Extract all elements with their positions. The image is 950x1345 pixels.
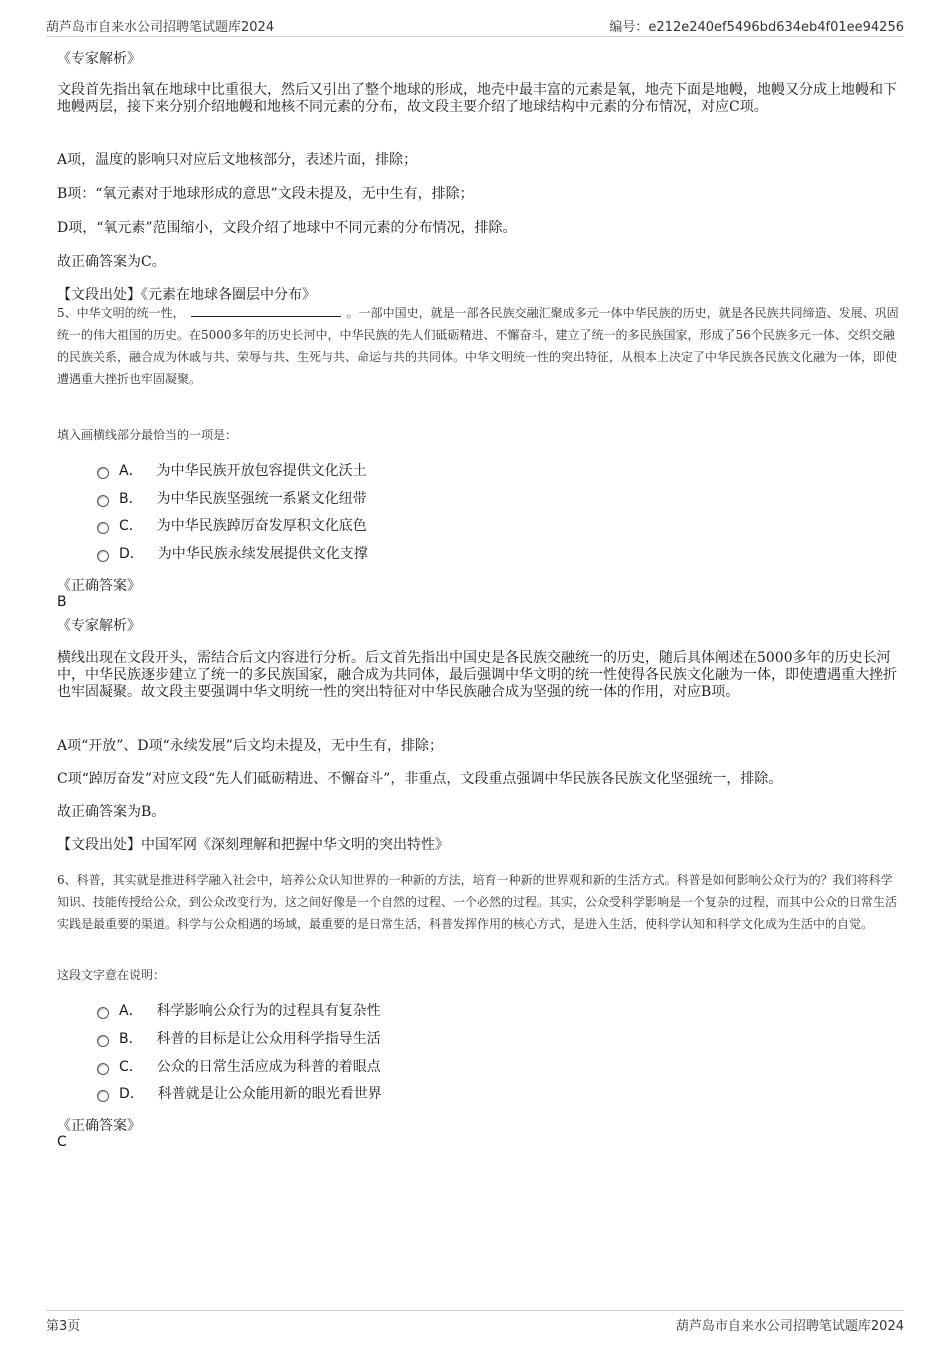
q6-option-d[interactable]: D． 科普就是让公众能用新的眼光看世界 bbox=[97, 1084, 382, 1104]
radio-icon[interactable] bbox=[97, 522, 109, 534]
q4-option-b-note: B项：“氧元素对于地球形成的意思”文段未提及，无中生有，排除； bbox=[57, 186, 474, 202]
document-code: 编号：e212e240ef5496bd634eb4f01ee94256 bbox=[609, 20, 904, 35]
radio-icon[interactable] bbox=[97, 550, 109, 562]
q5-stem-rest: 。一部中国史，就是一部各民族交融汇聚成多元一体中华民族的历史，就是各民族共同缔造、发展、巩固统一的伟大祖国的历史。在5000多年的历史长河中，中华民族的先人们砥砺精进、不懈奋斗，建立了统一的多民族国家，形成了56个民族多元一体、交织交融的民族关系，融合成为休戚与共、荣辱与共、生死与共、命运与共的共同体。中华文明统一性的突出特征，从根本上决定了中华民族各民族文化融为一体，即使遭遇重大挫折也牢固凝聚。 bbox=[57, 306, 899, 386]
q5-option-c[interactable]: C． 为中华民族踔厉奋发厚积文化底色 bbox=[97, 516, 367, 536]
radio-icon[interactable] bbox=[97, 1007, 109, 1019]
q4-analysis: 文段首先指出氧在地球中比重很大，然后又引出了整个地球的形成，地壳中最丰富的元素是氧，地壳下面是地幔，地幔又分成上地幔和下地幔两层，接下来分别介绍地幔和地核不同元素的分布，故文段主要介绍了地球结构中元素的分布情况，对应C项。 bbox=[57, 82, 897, 115]
q4-conclusion: 故正确答案为C。 bbox=[57, 254, 166, 270]
q5-source: 【文段出处】中国军网《深刻理解和把握中华文明的突出特性》 bbox=[57, 837, 449, 853]
q6-option-a[interactable]: A． 科学影响公众行为的过程具有复杂性 bbox=[97, 1001, 381, 1021]
q5-answer-label: 《正确答案》 bbox=[57, 578, 141, 594]
q6-option-b[interactable]: B． 科普的目标是让公众用科学指导生活 bbox=[97, 1029, 381, 1049]
q6-option-c[interactable]: C． 公众的日常生活应成为科普的着眼点 bbox=[97, 1057, 381, 1077]
q4-expert-label: 《专家解析》 bbox=[57, 51, 141, 67]
fill-blank-line bbox=[191, 306, 341, 317]
radio-icon[interactable] bbox=[97, 1035, 109, 1047]
q4-option-d-note: D项，“氧元素”范围缩小，文段介绍了地球中不同元素的分布情况，排除。 bbox=[57, 220, 517, 236]
q5-answer: B bbox=[57, 594, 67, 610]
header-title: 葫芦岛市自来水公司招聘笔试题库2024 bbox=[46, 20, 275, 35]
q6-prompt: 这段文字意在说明： bbox=[57, 968, 166, 982]
q5-prompt: 填入画横线部分最恰当的一项是： bbox=[57, 428, 238, 442]
page-header bbox=[46, 14, 904, 37]
q6-answer-label: 《正确答案》 bbox=[57, 1118, 141, 1134]
q5-stem bbox=[57, 302, 902, 390]
q4-source: 【文段出处】《元素在地球各圈层中分布》 bbox=[57, 287, 316, 303]
radio-icon[interactable] bbox=[97, 1063, 109, 1075]
q5-analysis: 横线出现在文段开头，需结合后文内容进行分析。后文首先指出中国史是各民族交融统一的历史，随后具体阐述在5000多年的历史长河中，中华民族逐步建立了统一的多民族国家，融合成为共同体，最后强调中华文明的统一性使得各民族文化融为一体，即使遭遇重大挫折也牢固凝聚。故文段主要强调中华文明统一性的突出特征对中华民族融合成为坚强的统一体的作用，对应B项。 bbox=[57, 650, 897, 700]
radio-icon[interactable] bbox=[97, 495, 109, 507]
q5-option-c-note: C项“踔厉奋发”对应文段“先人们砥砺精进、不懈奋斗”，非重点，文段重点强调中华民族各民族文化坚强统一，排除。 bbox=[57, 771, 783, 787]
q6-answer: C bbox=[57, 1134, 67, 1150]
q5-option-b[interactable]: B． 为中华民族坚强统一系紧文化纽带 bbox=[97, 489, 367, 509]
q5-expert-label: 《专家解析》 bbox=[57, 618, 141, 634]
q5-option-ad-note: A项“开放”、D项“永续发展”后文均未提及，无中生有，排除； bbox=[57, 738, 443, 754]
page-footer bbox=[46, 1310, 904, 1333]
q5-option-d[interactable]: D． 为中华民族永续发展提供文化支撑 bbox=[97, 544, 368, 564]
q6-stem: 6、科普，其实就是推进科学融入社会中，培养公众认知世界的一种新的方法，培育一种新的世界观和新的生活方式。科普是如何影响公众行为的？我们将科学知识、技能传授给公众，到公众改变行为，这之间好像是一个自然的过程、一个必然的过程。其实，公众受科学影响是一个复杂的过程，而其中公众的日常生活实践是最重要的渠道。科学与公众相遇的场域，最重要的是日常生活，科普发挥作用的核心方式，是进入生活，使科学认知和科学文化成为生活中的自觉。 bbox=[57, 873, 898, 931]
page-number: 第3页 bbox=[46, 1319, 81, 1334]
radio-icon[interactable] bbox=[97, 467, 109, 479]
q4-option-a-note: A项，温度的影响只对应后文地核部分，表述片面，排除； bbox=[57, 152, 418, 168]
q5-stem-start: 5、中华文明的统一性， bbox=[57, 306, 185, 320]
q5-option-a[interactable]: A． 为中华民族开放包容提供文化沃土 bbox=[97, 461, 367, 481]
q5-conclusion: 故正确答案为B。 bbox=[57, 804, 166, 820]
radio-icon[interactable] bbox=[97, 1090, 109, 1102]
footer-title: 葫芦岛市自来水公司招聘笔试题库2024 bbox=[675, 1319, 904, 1334]
